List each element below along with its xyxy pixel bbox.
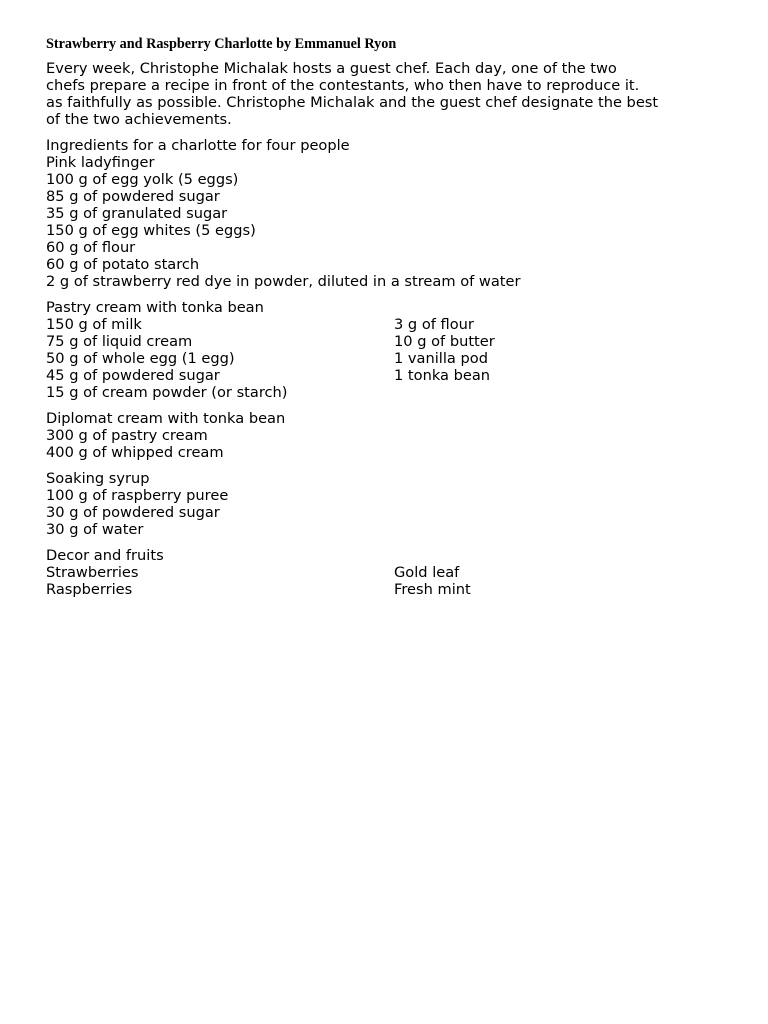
intro-line: as faithfully as possible. Christophe Michalak and the guest chef designate the best — [46, 94, 659, 111]
ingredients-heading: Ingredients for a charlotte for four people — [46, 137, 350, 154]
ingredient-line: 60 g of potato starch — [46, 256, 200, 273]
ingredient-line: Fresh mint — [394, 581, 471, 598]
ingredient-line: 100 g of egg yolk (5 eggs) — [46, 171, 239, 188]
ingredient-line: 30 g of water — [46, 521, 144, 538]
diplomat-cream-section — [46, 410, 726, 461]
decor-section — [46, 547, 726, 598]
soaking-syrup-section — [46, 470, 726, 538]
decor-left-column — [46, 564, 394, 598]
ingredient-line: Gold leaf — [394, 564, 460, 581]
intro-line: of the two achievements. — [46, 111, 232, 128]
ladyfinger-section — [46, 137, 726, 290]
ingredient-line: 50 g of whole egg (1 egg) — [46, 350, 235, 367]
ingredient-line: 1 vanilla pod — [394, 350, 488, 367]
diplomat-cream-heading: Diplomat cream with tonka bean — [46, 410, 286, 427]
ingredient-line: 85 g of powdered sugar — [46, 188, 220, 205]
ingredient-line: Raspberries — [46, 581, 133, 598]
ingredient-line: 100 g of raspberry puree — [46, 487, 229, 504]
pastry-cream-heading: Pastry cream with tonka bean — [46, 299, 264, 316]
soaking-syrup-heading: Soaking syrup — [46, 470, 150, 487]
recipe-document — [46, 36, 726, 598]
decor-columns — [46, 564, 726, 598]
ingredient-line: 300 g of pastry cream — [46, 427, 208, 444]
ingredient-line: 3 g of flour — [394, 316, 474, 333]
pastry-cream-right-column — [394, 316, 726, 401]
decor-heading: Decor and fruits — [46, 547, 164, 564]
ingredient-line: 30 g of powdered sugar — [46, 504, 220, 521]
ingredient-line: 75 g of liquid cream — [46, 333, 193, 350]
ingredient-line: 15 g of cream powder (or starch) — [46, 384, 288, 401]
ingredient-line: 35 g of granulated sugar — [46, 205, 228, 222]
ingredient-line: 10 g of butter — [394, 333, 495, 350]
intro-paragraph — [46, 60, 726, 128]
ladyfinger-heading: Pink ladyfinger — [46, 154, 155, 171]
ingredient-line: Strawberries — [46, 564, 139, 581]
pastry-cream-left-column — [46, 316, 394, 401]
pastry-cream-columns — [46, 316, 726, 401]
ingredient-line: 2 g of strawberry red dye in powder, diluted in a stream of water — [46, 273, 521, 290]
ingredient-line: 60 g of flour — [46, 239, 136, 256]
decor-right-column — [394, 564, 726, 598]
pastry-cream-section — [46, 299, 726, 401]
ingredient-line: 1 tonka bean — [394, 367, 491, 384]
intro-line: Every week, Christophe Michalak hosts a guest chef. Each day, one of the two — [46, 60, 617, 77]
ingredient-line: 150 g of milk — [46, 316, 142, 333]
ingredient-line: 400 g of whipped cream — [46, 444, 224, 461]
document-title: Strawberry and Raspberry Charlotte by Emmanuel Ryon — [46, 36, 397, 52]
intro-line: chefs prepare a recipe in front of the contestants, who then have to reproduce it. — [46, 77, 640, 94]
ingredient-line: 150 g of egg whites (5 eggs) — [46, 222, 256, 239]
ingredient-line: 45 g of powdered sugar — [46, 367, 220, 384]
